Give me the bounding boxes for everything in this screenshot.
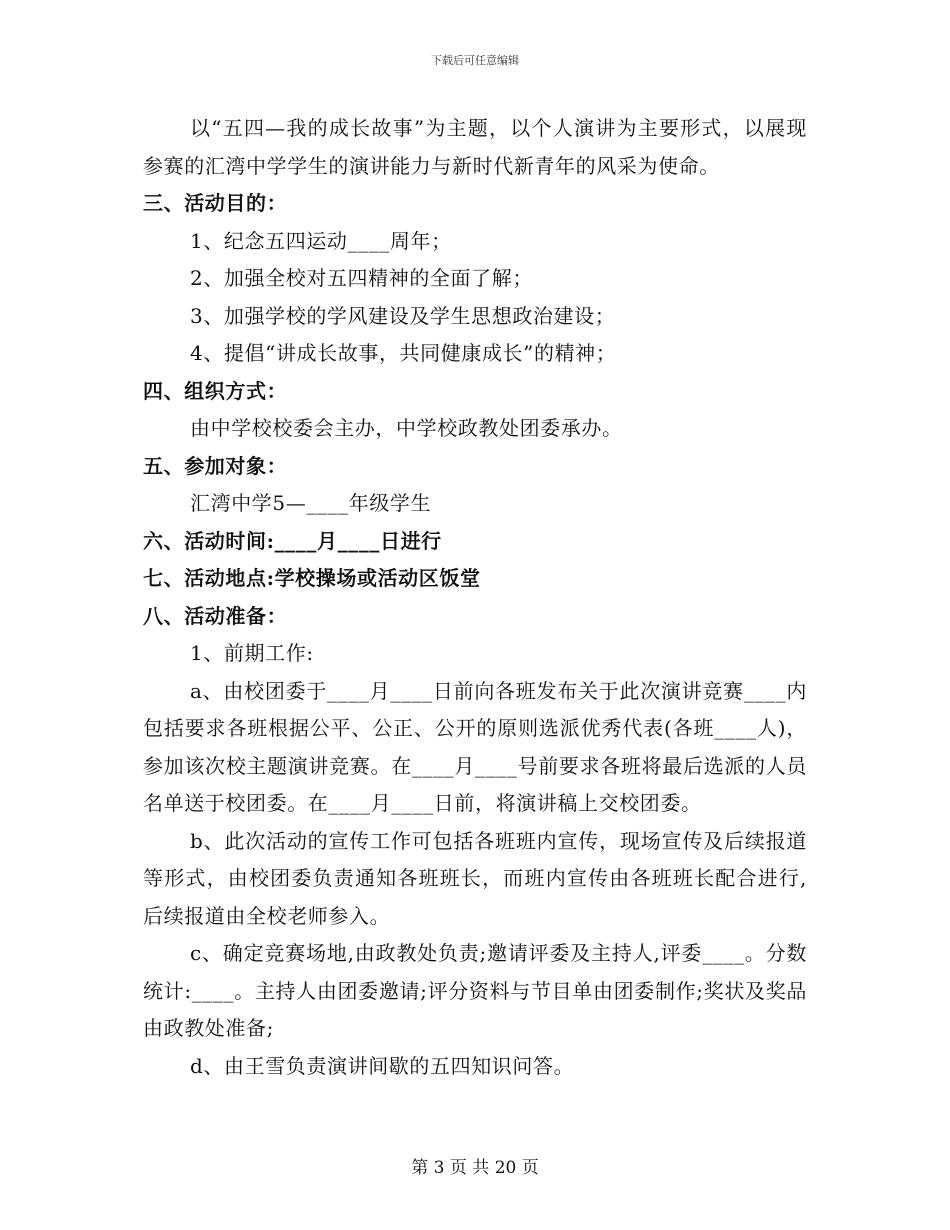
preparation-para-b: b、此次活动的宣传工作可包括各班班内宣传，现场宣传及后续报道等形式，由校团委负责通知各班班长，而班内宣传由各班班长配合进行,后续报道由全校老师参入。 bbox=[143, 828, 807, 928]
section-8-heading: 八、活动准备： bbox=[143, 603, 288, 628]
preparation-para-a: a、由校团委于____月____日前向各班发布关于此次演讲竞赛____内包括要求各班根据公平、公正、公开的原则选派优秀代表(各班____人)，参加该次校主题演讲竞赛。在____月____号前要求各班将最后选派的人员名单送于校团委。在____月____日前，将演讲稿上交校团委。 bbox=[143, 678, 807, 815]
organization-text: 由中学校校委会主办，中学校政教处团委承办。 bbox=[190, 416, 623, 440]
purpose-item-2: 2、加强全校对五四精神的全面了解； bbox=[190, 266, 533, 290]
participants-text: 汇湾中学5—____年级学生 bbox=[190, 491, 432, 515]
section-7-heading: 七、活动地点:学校操场或活动区饭堂 bbox=[143, 566, 481, 590]
purpose-item-3: 3、加强学校的学风建设及学生思想政治建设； bbox=[190, 303, 616, 328]
purpose-item-1: 1、纪念五四运动____周年； bbox=[190, 228, 452, 253]
section-6-heading: 六、活动时间:____月____日进行 bbox=[143, 528, 442, 553]
section-4-heading: 四、组织方式： bbox=[143, 378, 288, 403]
document-body bbox=[143, 110, 807, 1085]
preparation-subheading: 1、前期工作: bbox=[190, 641, 314, 665]
page-number: 第 3 页 共 20 页 bbox=[411, 1158, 539, 1178]
section-5-heading: 五、参加对象： bbox=[143, 453, 288, 478]
purpose-item-4: 4、提倡“讲成长故事，共同健康成长”的精神； bbox=[190, 341, 617, 365]
preparation-para-c: c、确定竞赛场地,由政教处负责;邀请评委及主持人,评委____。分数统计:____。主持人由团委邀请;评分资料与节目单由团委制作;奖状及奖品由政教处准备; bbox=[143, 941, 807, 1040]
section-3-heading: 三、活动目的： bbox=[143, 191, 288, 215]
theme-paragraph: 以“五四—我的成长故事”为主题，以个人演讲为主要形式，以展现参赛的汇湾中学学生的演讲能力与新时代新青年的风采为使命。 bbox=[143, 116, 807, 178]
page-header-note: 下载后可任意编辑 bbox=[431, 54, 519, 67]
preparation-para-d: d、由王雪负责演讲间歇的五四知识问答。 bbox=[190, 1053, 575, 1078]
